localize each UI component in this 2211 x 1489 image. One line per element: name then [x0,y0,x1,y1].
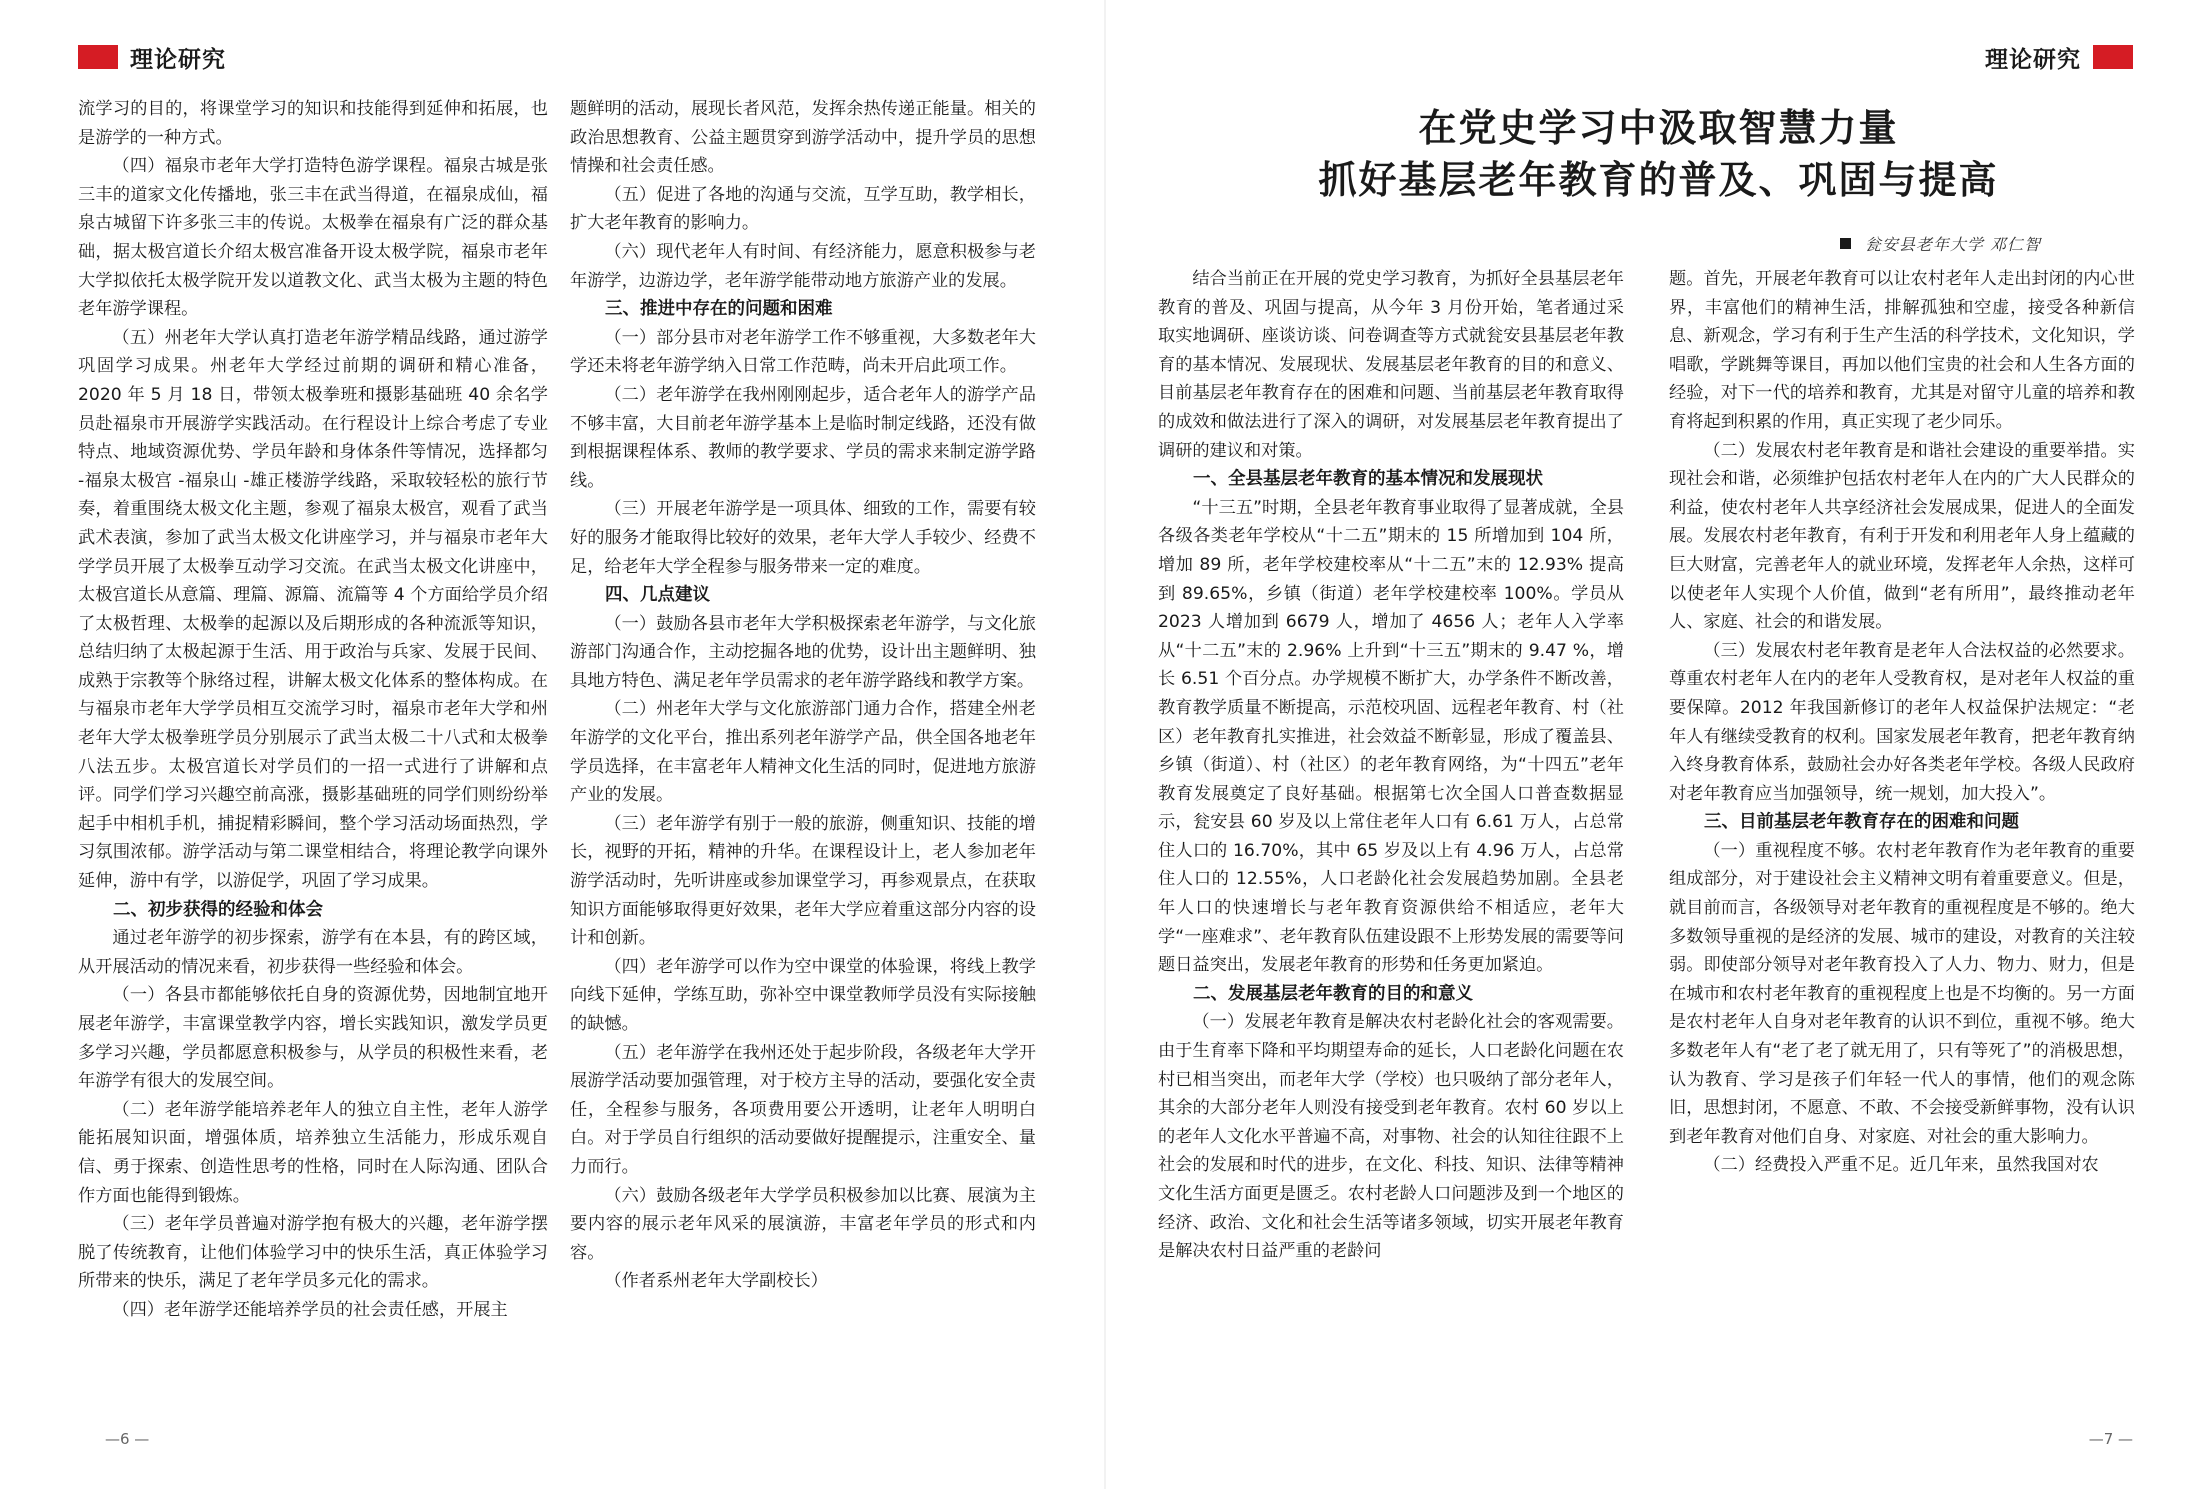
paragraph: 题。首先，开展老年教育可以让农村老年人走出封闭的内心世界，丰富他们的精神生活，排解孤独和空虚，接受各种新信息、新观念，学习有利于生产生活的科学技术，文化知识，学唱歌，学跳舞等课目，再加以他们宝贵的社会和人生各方面的经验，对下一代的培养和教育，尤其是对留守儿童的培养和教育将起到积累的作用，真正实现了老少同乐。 [1669,269,2135,432]
paragraph: 通过老年游学的初步探索，游学有在本县，有的跨区域，从开展活动的情况来看，初步获得一些经验和体会。 [78,928,548,977]
paragraph: 题鲜明的活动，展现长者风范，发挥余热传递正能量。相关的政治思想教育、公益主题贯穿到游学活动中，提升学员的思想情操和社会责任感。 [570,99,1036,177]
left-column-2 [570,95,1036,1296]
right-column-1 [1158,265,1624,1266]
section-heading: 二、发展基层老年教育的目的和意义 [1193,983,1473,1004]
paragraph: （五）促进了各地的沟通与交流，互学互助，教学相长，扩大老年教育的影响力。 [570,184,1036,234]
section-heading: 三、目前基层老年教育存在的困难和问题 [1704,812,2019,833]
right-column-2 [1669,265,2135,1180]
paragraph: （二）州老年大学与文化旅游部门通力合作，搭建全州老年游学的文化平台，推出系列老年游学产品，供全国各地老年学员选择，在丰富老年人精神文化生活的同时，促进地方旅游产业的发展。 [570,699,1036,806]
paragraph: （二）发展农村老年教育是和谐社会建设的重要举措。实现社会和谐，必须维护包括农村老年人在内的广大人民群众的利益，使农村老年人共享经济社会发展成果，促进人的全面发展。发展农村老年教育，有利于开发和利用老年人身上蕴藏的巨大财富，完善老年人的就业环境，发挥老年人余热，这样可以使老年人实现个人价值，做到“老有所用”，最终推动老年人、家庭、社会的和谐发展。 [1669,440,2135,633]
right-page [1106,0,2211,1489]
red-bar-decoration [78,45,118,69]
article-title-line-1: 在党史学习中汲取智慧力量 [1418,106,1899,150]
paragraph: （一）重视程度不够。农村老年教育作为老年教育的重要组成部分，对于建设社会主义精神文明有着重要意义。但是，就目前而言，各级领导对老年教育的重视程度是不够的。绝大多数领导重视的是经济的发展、城市的建设，对教育的关注较弱。即使部分领导对老年教育投入了人力、物力、财力，但是在城市和农村老年教育的重视程度上也是不均衡的。另一方面是农村老年人自身对老年教育的认识不到位，重视不够。绝大多数老年人有“老了老了就无用了，只有等死了”的消极思想，认为教育、学习是孩子们年轻一代人的事情，他们的观念陈旧，思想封闭，不愿意、不敢、不会接受新鲜事物，没有认识到老年教育对他们自身、对家庭、对社会的重大影响力。 [1669,840,2135,1147]
right-header [1973,42,2133,72]
article-title-line-2: 抓好基层老年教育的普及、巩固与提高 [1318,158,1999,202]
paragraph: （一）部分县市对老年游学工作不够重视，大多数老年大学还未将老年游学纳入日常工作范畴，尚未开启此项工作。 [570,327,1036,377]
paragraph: 流学习的目的，将课堂学习的知识和技能得到延伸和拓展，也是游学的一种方式。 [78,99,548,148]
paragraph: （四）老年游学还能培养学员的社会责任感，开展主 [112,1299,508,1320]
paragraph: （三）老年游学有别于一般的旅游，侧重知识、技能的增长，视野的开拓，精神的升华。在课程设计上，老人参加老年游学活动时，先听讲座或参加课堂学习，再参观景点，在获取知识方面能够取得更好效果，老年大学应着重这部分内容的设计和创新。 [570,813,1036,949]
left-page [0,0,1105,1489]
author-byline [1236,232,2081,255]
paragraph: （作者系州老年大学副校长） [604,1271,828,1292]
paragraph: （三）发展农村老年教育是老年人合法权益的必然要求。尊重农村老年人在内的老年人受教育权，是对老年人权益的重要保障。2012 年我国新修订的老年人权益保护法规定：“老年人有继续受教育的权利。国家发展老年教育，把老年教育纳入终身教育体系，鼓励社会办好各类老年学校。各级人民政府对老年教育应当加强领导，统一规划，加大投入”。 [1669,640,2135,804]
section-heading: 四、几点建议 [605,585,710,606]
section-name: 理论研究 [1985,46,2081,73]
paragraph: （五）老年游学在我州还处于起步阶段，各级老年大学开展游学活动要加强管理，对于校方主导的活动，要强化安全责任，全程参与服务，各项费用要公开透明，让老年人明明白白。对于学员自行组织的活动要做好提醒提示，注重安全、量力而行。 [570,1042,1036,1177]
paragraph: （四）老年游学可以作为空中课堂的体验课，将线上教学向线下延伸，学练互助，弥补空中课堂教师学员没有实际接触的缺憾。 [570,956,1036,1034]
section-heading: 一、全县基层老年教育的基本情况和发展现状 [1193,469,1543,490]
square-bullet-icon [1840,238,1851,249]
paragraph: “十三五”时期，全县老年教育事业取得了显著成就，全县各级各类老年学校从“十二五”期末的 15 所增加到 104 所，增加 89 所，老年学校建校率从“十二五”末的 12.93% 提高到 89.65%，乡镇（街道）老年学校建校率 100%。学员从 2023 人增加到 6679 人，增加了 4656 人；老年人入学率从“十二五”末的 2.96% 上升到“十三五”期末的 9.47 %，增长 6.51 个百分点。办学规模不断扩大，办学条件不断改善，教育教学质量不断提高，示范校巩固、远程老年教育、村（社区）老年教育扎实推进，社会效益不断彰显，形成了覆盖县、乡镇（街道）、村（社区）的老年教育网络，为“十四五”老年教育发展奠定了良好基础。根据第七次全国人口普查数据显示，瓮安县 60 岁及以上常住老年人口有 6.61 万人，占总常住人口的 16.70%，其中 65 岁及以上有 4.96 万人，占总常住人口的 12.55%，人口老龄化社会发展趋势加剧。全县老年人口的快速增长与老年教育资源供给不相适应，老年大学“一座难求”、老年教育队伍建设跟不上形势发展的需要等问题日益突出，发展老年教育的形势和任务更加紧迫。 [1158,497,1624,976]
left-header [78,42,238,72]
paragraph: （一）鼓励各县市老年大学积极探索老年游学，与文化旅游部门沟通合作，主动挖掘各地的优势，设计出主题鲜明、独具地方特色、满足老年学员需求的老年游学路线和教学方案。 [570,613,1036,691]
paragraph: （一）发展老年教育是解决农村老龄化社会的客观需要。由于生育率下降和平均期望寿命的延长，人口老龄化问题在农村已相当突出，而老年大学（学校）也只吸纳了部分老年人，其余的大部分老年人则没有接受到老年教育。农村 60 岁以上的老年人文化水平普遍不高，对事物、社会的认知往往跟不上社会的发展和时代的进步，在文化、科技、知识、法律等精神文化生活方面更是匮乏。农村老龄人口问题涉及到一个地区的经济、政治、文化和社会生活等诸多领域，切实开展老年教育是解决农村日益严重的老龄问 [1158,1012,1624,1262]
red-bar-decoration [2093,45,2133,69]
paragraph: （三）老年学员普遍对游学抱有极大的兴趣，老年游学摆脱了传统教育，让他们体验学习中的快乐生活，真正体验学习所带来的快乐，满足了老年学员多元化的需求。 [78,1214,548,1292]
paragraph: （六）现代老年人有时间、有经济能力，愿意积极参与老年游学，边游边学，老年游学能带动地方旅游产业的发展。 [570,241,1036,291]
paragraph: （四）福泉市老年大学打造特色游学课程。福泉古城是张三丰的道家文化传播地，张三丰在武当得道，在福泉成仙，福泉古城留下许多张三丰的传说。太极拳在福泉有广泛的群众基础，据太极宫道长介绍太极宫准备开设太极学院，福泉市老年大学拟依托太极学院开发以道教文化、武当太极为主题的特色老年游学课程。 [78,156,548,320]
paragraph: （二）老年游学能培养老年人的独立自主性，老年人游学能拓展知识面，增强体质，培养独立生活能力，形成乐观自信、勇于探索、创造性思考的性格，同时在人际沟通、团队合作方面也能得到锻炼。 [78,1099,548,1206]
paragraph: （二）老年游学在我州刚刚起步，适合老年人的游学产品不够丰富，大目前老年游学基本上是临时制定线路，还没有做到根据课程体系、教师的教学要求、学员的需求来制定游学路线。 [570,384,1036,491]
article-title-block [1236,102,2081,255]
section-name: 理论研究 [130,46,226,73]
paragraph: （三）开展老年游学是一项具体、细致的工作，需要有较好的服务才能取得比较好的效果，老年大学人手较少、经费不足，给老年大学全程参与服务带来一定的难度。 [570,499,1036,577]
section-heading: 二、初步获得的经验和体会 [113,899,323,920]
paragraph: （二）经费投入严重不足。近几年来，虽然我国对农 [1703,1155,2099,1176]
page-number: —7 — [2088,1430,2133,1448]
paragraph: （一）各县市都能够依托自身的资源优势，因地制宜地开展老年游学，丰富课堂教学内容，增长实践知识，激发学员更多学习兴趣，学员都愿意积极参与，从学员的积极性来看，老年游学有很大的发展空间。 [78,985,548,1092]
author-name: 瓮安县老年大学 邓仁智 [1864,235,2041,254]
section-heading: 三、推进中存在的问题和困难 [605,299,833,320]
paragraph: 结合当前正在开展的党史学习教育，为抓好全县基层老年教育的普及、巩固与提高，从今年 3 月份开始，笔者通过采取实地调研、座谈访谈、问卷调查等方式就瓮安县基层老年教育的基本情况、发展现状、发展基层老年教育的目的和意义、目前基层老年教育存在的困难和问题、当前基层老年教育取得的成效和做法进行了深入的调研，对发展基层老年教育提出了调研的建议和对策。 [1158,269,1624,461]
page-number: —6 — [105,1430,150,1448]
paragraph: （五）州老年大学认真打造老年游学精品线路，通过游学巩固学习成果。州老年大学经过前期的调研和精心准备，2020 年 5 月 18 日，带领太极拳班和摄影基础班 40 余名学员赴福泉市开展游学实践活动。在行程设计上综合考虑了专业特点、地域资源优势、学员年龄和身体条件等情况，选择都匀 -福泉太极宫 -福泉山 -雄正楼游学线路，采取较轻松的旅行节奏，着重围绕太极文化主题，参观了福泉太极宫，观看了武当武术表演，参加了武当太极文化讲座学习，并与福泉市老年大学学员开展了太极拳互动学习交流。在武当太极文化讲座中，太极宫道长从意篇、理篇、源篇、流篇等 4 个方面给学员介绍了太极哲理、太极拳的起源以及后期形成的各种流派等知识，总结归纳了太极起源于生活、用于政治与兵家、发展于民间、成熟于宗教等个脉络过程，讲解太极文化体系的整体构成。在与福泉市老年大学学员相互交流学习时，福泉市老年大学和州老年大学太极拳班学员分别展示了武当太极二十八式和太极拳八法五步。太极宫道长对学员们的一招一式进行了讲解和点评。同学们学习兴趣空前高涨，摄影基础班的同学们则纷纷举起手中相机手机，捕捉精彩瞬间，整个学习活动场面热烈，学习氛围浓郁。游学活动与第二课堂相结合，将理论教学向课外延伸，游中有学，以游促学，巩固了学习成果。 [78,327,548,892]
paragraph: （六）鼓励各级老年大学学员积极参加以比赛、展演为主要内容的展示老年风采的展演游，丰富老年学员的形式和内容。 [570,1185,1036,1263]
left-column-1 [78,95,548,1325]
